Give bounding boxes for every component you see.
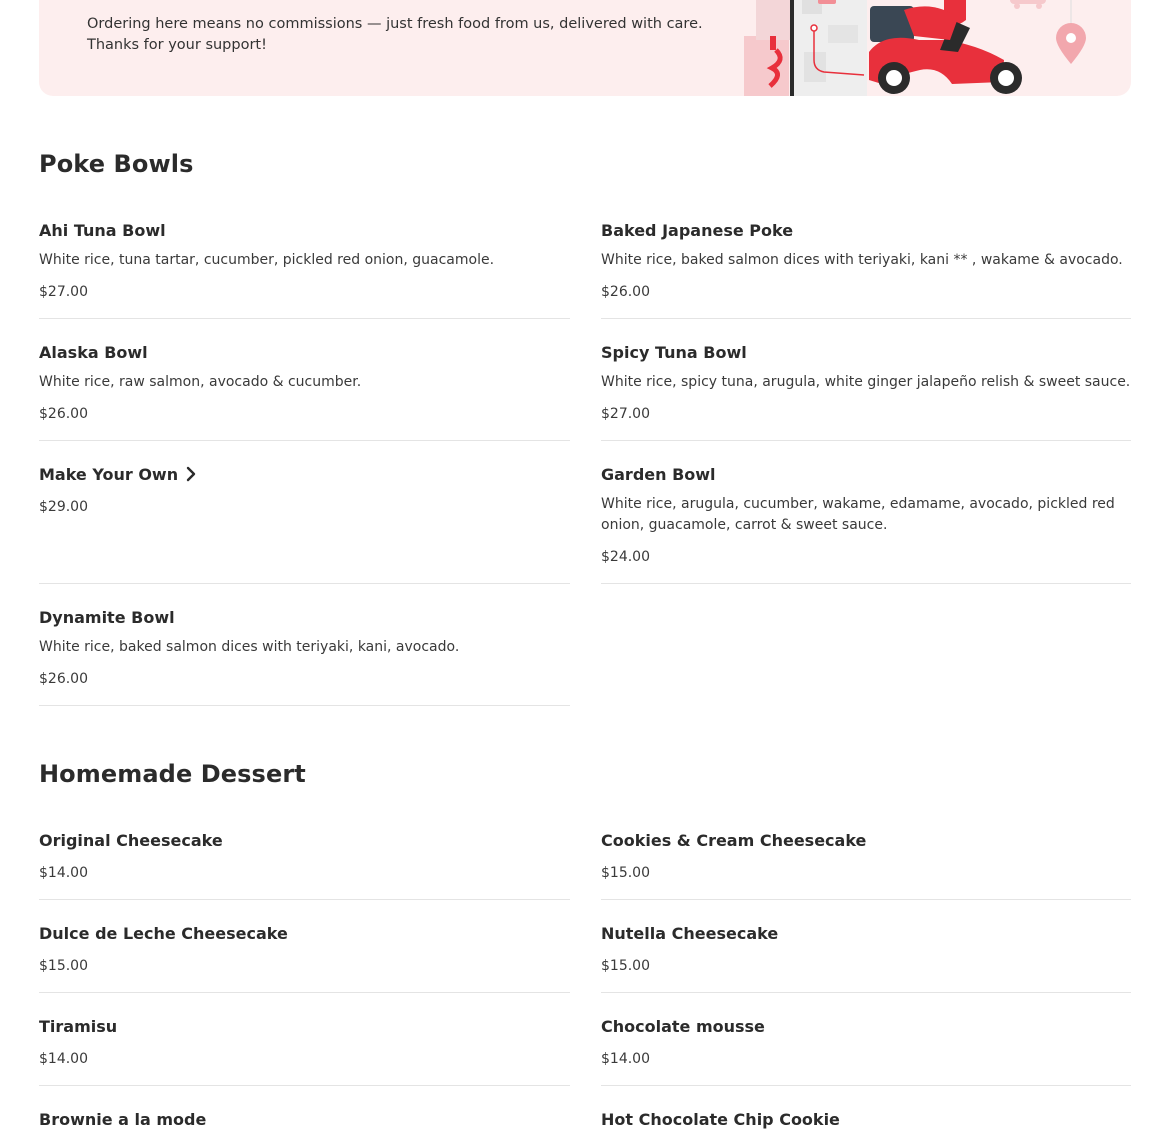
menu-item[interactable] (39, 608, 570, 706)
item-price: $27.00 (39, 284, 88, 300)
item-name: Make Your Own (39, 465, 179, 484)
item-price: $26.00 (601, 284, 650, 300)
item-description: White rice, baked salmon dices with teriyaki, kani ** , wakame & avocado. (601, 252, 1123, 268)
menu-item[interactable] (39, 1017, 570, 1086)
item-description: White rice, tuna tartar, cucumber, pickled red onion, guacamole. (39, 252, 495, 268)
item-price: $15.00 (601, 865, 650, 881)
item-name: Cookies & Cream Cheesecake (601, 831, 867, 850)
chevron-right-icon (186, 466, 196, 486)
item-price: $26.00 (39, 671, 88, 687)
item-description: White rice, raw salmon, avocado & cucumber. (39, 374, 362, 390)
item-description: White rice, arugula, cucumber, wakame, edamame, avocado, pickled red onion, guacamole, carrot & sweet sauce. (601, 496, 1115, 533)
item-name: Dynamite Bowl (39, 608, 175, 627)
menu-item[interactable] (601, 465, 1131, 584)
menu-item[interactable] (39, 343, 570, 441)
item-name: Tiramisu (39, 1017, 118, 1036)
menu-item[interactable] (601, 221, 1131, 319)
item-price: $14.00 (39, 1051, 88, 1067)
item-name: Ahi Tuna Bowl (39, 221, 166, 240)
item-name: Baked Japanese Poke (601, 221, 794, 240)
item-price: $15.00 (601, 958, 650, 974)
menu-item[interactable] (601, 1110, 1131, 1138)
banner-message (87, 14, 727, 56)
item-description: White rice, baked salmon dices with teriyaki, kani, avocado. (39, 639, 460, 655)
menu-item[interactable] (601, 831, 1131, 900)
banner-line-2: Thanks for your support! (87, 37, 267, 53)
item-price: $15.00 (39, 958, 88, 974)
section-title-homemade-dessert: Homemade Dessert (39, 760, 306, 788)
item-description: White rice, spicy tuna, arugula, white ginger jalapeño relish & sweet sauce. (601, 374, 1131, 390)
item-price: $26.00 (39, 406, 88, 422)
delivery-scooter-illustration (744, 0, 1131, 96)
section-title-poke-bowls: Poke Bowls (39, 150, 194, 178)
item-name: Spicy Tuna Bowl (601, 343, 747, 362)
item-name: Nutella Cheesecake (601, 924, 779, 943)
menu-item[interactable] (39, 221, 570, 319)
item-name: Alaska Bowl (39, 343, 148, 362)
menu-item[interactable] (601, 1017, 1131, 1086)
item-price: $29.00 (39, 499, 88, 515)
item-name: Hot Chocolate Chip Cookie (601, 1110, 840, 1129)
item-price: $14.00 (601, 1051, 650, 1067)
menu-item[interactable] (601, 343, 1131, 441)
menu-item[interactable] (601, 924, 1131, 993)
item-name: Garden Bowl (601, 465, 716, 484)
menu-item-make-your-own[interactable] (39, 465, 570, 584)
item-name: Chocolate mousse (601, 1017, 765, 1036)
item-name: Original Cheesecake (39, 831, 223, 850)
item-name-row (39, 465, 196, 486)
menu-item[interactable] (39, 831, 570, 900)
banner-line-1: Ordering here means no commissions — just fresh food from us, delivered with care. (87, 16, 703, 32)
item-name: Dulce de Leche Cheesecake (39, 924, 288, 943)
item-price: $27.00 (601, 406, 650, 422)
menu-item[interactable] (39, 924, 570, 993)
item-name: Brownie a la mode (39, 1110, 207, 1129)
item-price: $14.00 (39, 865, 88, 881)
delivery-banner (39, 0, 1131, 96)
menu-item[interactable] (39, 1110, 570, 1138)
item-price: $24.00 (601, 549, 650, 565)
